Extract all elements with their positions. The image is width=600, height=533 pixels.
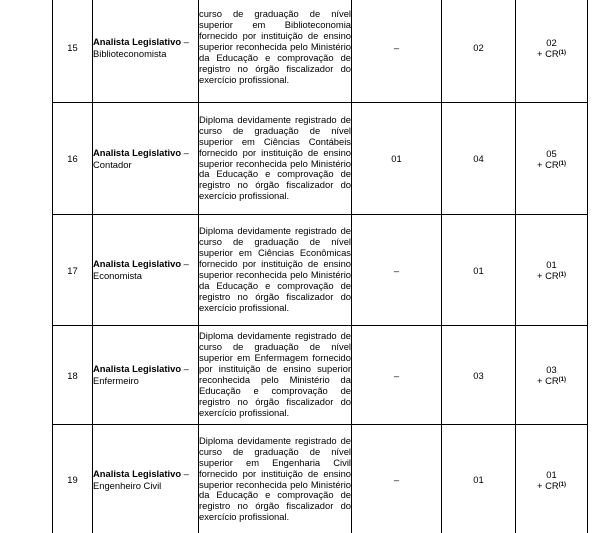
- vacancies-col-a: –: [352, 215, 442, 326]
- position-title: Analista Legislativo: [93, 146, 182, 158]
- reserve-label: + CR: [537, 270, 559, 281]
- position-specialty: Biblioteconomista: [93, 47, 167, 59]
- vacancies-total: 03: [546, 364, 557, 375]
- position-specialty: Economista: [93, 270, 142, 281]
- reserve-register: [516, 159, 587, 170]
- table-row: [53, 326, 588, 425]
- vacancies-col-a: –: [352, 425, 442, 533]
- vacancies-total-cell: [516, 103, 588, 215]
- table-row: [53, 0, 588, 103]
- vacancies-col-a: –: [352, 326, 442, 425]
- reserve-register: [516, 270, 587, 281]
- vacancies-col-b: 02: [442, 0, 516, 103]
- vacancies-col-a: –: [352, 0, 442, 103]
- vacancies-total: 02: [546, 36, 557, 48]
- position-separator: –: [181, 467, 189, 479]
- footnote-ref: (1): [558, 481, 566, 488]
- vacancies-total-cell: [516, 0, 588, 103]
- requirements-cell: Diploma devidamente registrado de curso de graduação de nível superior em Ciências Contábeis fornecido por instituição de ensino superior reconhecida pelo Ministério da Educação e comprovação de registro no órgão fiscalizador do exercício profissional.: [199, 103, 352, 215]
- position-specialty: Contador: [93, 158, 132, 170]
- footnote-ref: (1): [558, 49, 566, 56]
- position-title: Analista Legislativo: [93, 258, 182, 269]
- reserve-label: + CR: [537, 479, 559, 491]
- position-title: Analista Legislativo: [93, 363, 182, 374]
- vacancies-col-b: 01: [442, 425, 516, 533]
- vacancies-col-b: 01: [442, 215, 516, 326]
- vacancies-total-cell: [516, 215, 588, 326]
- row-number: 18: [53, 326, 93, 425]
- row-number: 15: [53, 0, 93, 103]
- requirements-cell: Diploma devidamente registrado de curso de graduação de nível superior em Ciências Econômicas fornecido por instituição de ensino superior reconhecida pelo Ministério da Educação e comprovação de registro no órgão fiscalizador do exercício profissional.: [199, 215, 352, 326]
- row-number: 16: [53, 103, 93, 215]
- vacancies-col-b: 04: [442, 103, 516, 215]
- vacancies-col-a: 01: [352, 103, 442, 215]
- vacancies-total: 01: [546, 259, 557, 270]
- table-row: [53, 103, 588, 215]
- row-number: 19: [53, 425, 93, 533]
- vacancies-col-b: 03: [442, 326, 516, 425]
- requirements-cell: Diploma devidamente registrado de curso de graduação de nível superior em Engenharia Civil fornecido por instituição de ensino superior reconhecida pelo Ministério da Educação e comprovação de registro no órgão fiscalizador do exercício profissional.: [199, 425, 352, 533]
- position-cell: [93, 326, 199, 425]
- vacancies-total-cell: [516, 425, 588, 533]
- reserve-register: [516, 48, 587, 59]
- vacancies-table: [52, 0, 588, 533]
- requirements-cell: curso de graduação de nível superior em Biblioteconomia fornecido por instituição de ensino superior reconhecida pelo Ministério da Educação e comprovação de registro no órgão fiscalizador do exercício profissional.: [199, 0, 352, 103]
- position-specialty: Engenheiro Civil: [93, 479, 162, 491]
- position-cell: [93, 103, 199, 215]
- position-cell: [93, 425, 199, 533]
- footnote-ref: (1): [558, 160, 566, 167]
- position-separator: –: [181, 146, 189, 158]
- vacancies-total: 01: [546, 468, 557, 480]
- table-row: [53, 425, 588, 533]
- position-specialty: Enfermeiro: [93, 375, 139, 386]
- position-separator: –: [181, 363, 189, 374]
- position-separator: –: [181, 258, 189, 269]
- position-cell: [93, 215, 199, 326]
- position-title: Analista Legislativo: [93, 467, 182, 479]
- vacancies-total: 05: [546, 147, 557, 159]
- reserve-label: + CR: [537, 158, 559, 170]
- reserve-label: + CR: [537, 47, 559, 59]
- position-title: Analista Legislativo: [93, 35, 182, 47]
- reserve-register: [516, 480, 587, 491]
- position-cell: [93, 0, 199, 103]
- row-number: 17: [53, 215, 93, 326]
- vacancies-total-cell: [516, 326, 588, 425]
- position-separator: –: [181, 35, 189, 47]
- footnote-ref: (1): [558, 377, 566, 383]
- reserve-register: [516, 375, 587, 386]
- requirements-cell: Diploma devidamente registrado de curso de graduação de nível superior em Enfermagem fornecido por instituição de ensino superior reconhecida pelo Ministério da Educação e comprovação de registro no órgão fiscalizador do exercício profissional.: [199, 326, 352, 425]
- footnote-ref: (1): [558, 272, 566, 278]
- reserve-label: + CR: [537, 375, 559, 386]
- table-row: [53, 215, 588, 326]
